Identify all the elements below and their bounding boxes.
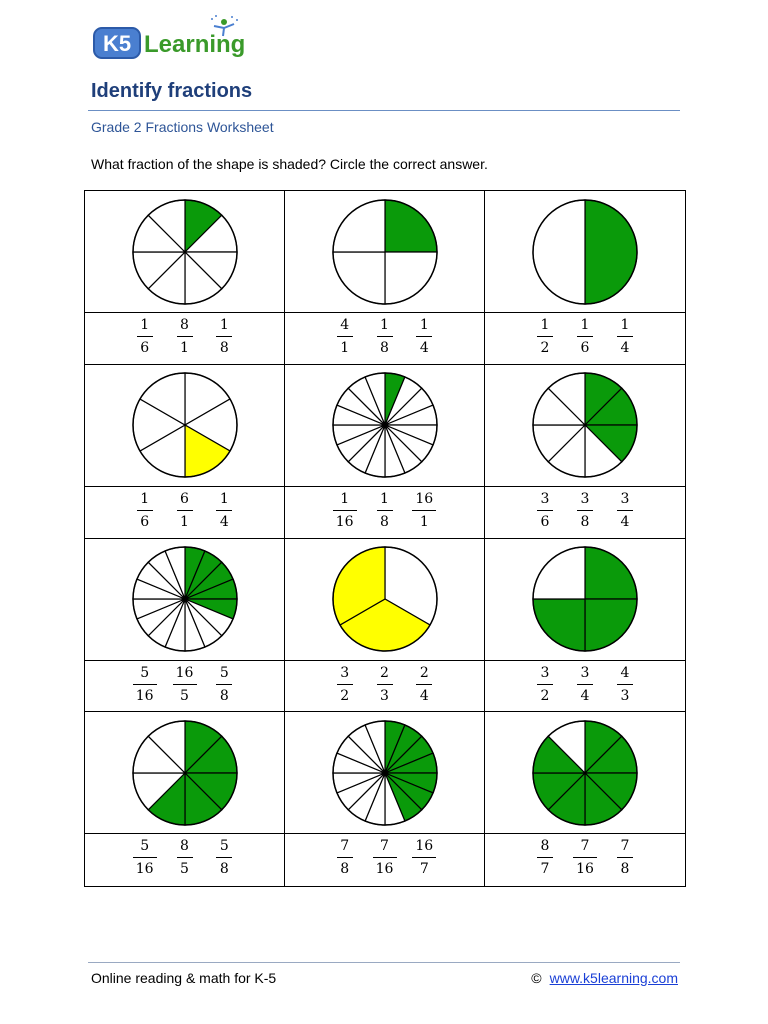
answer-options <box>285 660 484 712</box>
answer-option[interactable] <box>209 491 239 531</box>
fraction-bar <box>416 684 432 685</box>
pie-area <box>485 712 685 834</box>
fraction-bar <box>133 857 157 858</box>
answer-option[interactable] <box>570 665 600 705</box>
fraction-bar <box>617 336 633 337</box>
numerator: 4 <box>620 664 630 681</box>
answer-option[interactable] <box>530 665 560 705</box>
answer-option[interactable] <box>610 665 640 705</box>
numerator: 5 <box>140 838 150 855</box>
fraction-bar <box>377 684 393 685</box>
denominator: 3 <box>620 687 630 704</box>
answer-option[interactable] <box>170 317 200 357</box>
logo-learning-text: Learning <box>144 31 246 58</box>
answer-option[interactable] <box>170 838 200 878</box>
denominator: 8 <box>219 687 229 704</box>
denominator: 8 <box>580 513 590 530</box>
instruction-text: What fraction of the shape is shaded? Circle the correct answer. <box>91 156 488 172</box>
fraction-bar <box>216 510 232 511</box>
denominator: 2 <box>340 687 350 704</box>
pie-area <box>485 365 685 487</box>
answer-options <box>85 833 284 886</box>
numerator: 8 <box>180 838 189 855</box>
answer-options <box>485 486 685 538</box>
denominator: 8 <box>620 861 630 878</box>
numerator: 7 <box>340 838 350 855</box>
fraction-bar <box>416 336 432 337</box>
fraction-bar <box>133 684 157 685</box>
fraction-bar <box>537 336 553 337</box>
fraction-bar <box>617 510 633 511</box>
problem-cell <box>85 712 285 886</box>
numerator: 7 <box>380 838 389 855</box>
problem-cell <box>485 191 685 365</box>
copyright-symbol: © <box>531 970 542 986</box>
denominator: 1 <box>180 340 189 356</box>
numerator: 16 <box>175 664 194 681</box>
fraction-bar <box>577 684 593 685</box>
pie-area <box>285 539 484 661</box>
pie-area <box>85 539 284 661</box>
numerator: 1 <box>380 317 389 333</box>
answer-options <box>485 312 685 364</box>
fraction-bar <box>617 684 633 685</box>
k5learning-link[interactable]: www.k5learning.com <box>549 970 678 986</box>
denominator: 4 <box>419 687 429 704</box>
answer-option[interactable] <box>370 665 400 705</box>
answer-option[interactable] <box>409 838 439 878</box>
fraction-bar <box>337 857 353 858</box>
numerator: 3 <box>540 490 550 507</box>
fraction-bar <box>173 684 197 685</box>
denominator: 8 <box>340 861 350 878</box>
answer-option[interactable] <box>170 665 200 705</box>
denominator: 5 <box>180 687 189 704</box>
denominator: 4 <box>219 513 229 530</box>
pie-area <box>285 712 484 834</box>
answer-option[interactable] <box>570 317 600 357</box>
fraction-bar <box>537 510 553 511</box>
fraction-bar <box>577 510 593 511</box>
fraction-bar <box>537 857 553 858</box>
problem-cell <box>85 539 285 713</box>
numerator: 5 <box>140 664 150 681</box>
footer-divider <box>88 962 680 963</box>
numerator: 2 <box>419 664 429 681</box>
problem-cell <box>285 365 485 539</box>
fraction-pie <box>531 198 639 306</box>
answer-option[interactable] <box>530 838 560 878</box>
numerator: 16 <box>415 490 434 507</box>
fraction-bar <box>216 336 232 337</box>
fraction-bar <box>216 684 232 685</box>
numerator: 1 <box>219 317 229 333</box>
fraction-pie <box>131 198 239 306</box>
numerator: 1 <box>580 317 590 333</box>
answer-option[interactable] <box>130 838 160 878</box>
problem-cell <box>285 191 485 365</box>
fraction-bar <box>577 336 593 337</box>
fraction-bar <box>573 857 597 858</box>
numerator: 1 <box>140 317 150 333</box>
numerator: 1 <box>380 490 389 507</box>
denominator: 8 <box>380 340 389 356</box>
problem-cell <box>485 539 685 713</box>
answer-option[interactable] <box>130 317 160 357</box>
fraction-pie <box>331 371 439 479</box>
denominator: 1 <box>340 340 350 356</box>
answer-option[interactable] <box>209 317 239 357</box>
answer-option[interactable] <box>530 491 560 531</box>
numerator: 4 <box>340 317 350 333</box>
numerator: 5 <box>219 838 229 855</box>
answer-option[interactable] <box>570 838 600 878</box>
fraction-bar <box>333 510 357 511</box>
fraction-pie <box>131 719 239 827</box>
answer-option[interactable] <box>370 838 400 878</box>
pie-area <box>85 191 284 313</box>
denominator: 4 <box>419 340 429 356</box>
answer-option[interactable] <box>170 491 200 531</box>
answer-option[interactable] <box>130 491 160 531</box>
denominator: 1 <box>419 513 429 530</box>
answer-option[interactable] <box>330 491 360 531</box>
denominator: 1 <box>180 513 189 530</box>
problem-cell <box>485 712 685 886</box>
denominator: 6 <box>140 513 150 530</box>
logo-k5-text: K5 <box>102 31 132 56</box>
pie-area <box>485 191 685 313</box>
footer-copyright <box>531 970 678 986</box>
fraction-bar <box>177 510 193 511</box>
answer-option[interactable] <box>610 491 640 531</box>
fraction-bar <box>177 336 193 337</box>
logo-figure-head <box>221 19 227 25</box>
fraction-bar <box>412 857 436 858</box>
fraction-bar <box>377 336 393 337</box>
numerator: 16 <box>415 838 434 855</box>
numerator: 3 <box>540 664 550 681</box>
denominator: 4 <box>620 513 630 530</box>
worksheet-title: Identify fractions <box>91 80 253 102</box>
fraction-bar <box>377 510 393 511</box>
numerator: 1 <box>340 490 350 507</box>
fraction-bar <box>373 857 397 858</box>
answer-options <box>485 660 685 712</box>
numerator: 1 <box>419 317 429 333</box>
answer-options <box>285 312 484 364</box>
fraction-pie <box>531 545 639 653</box>
numerator: 7 <box>620 838 630 855</box>
answer-option[interactable] <box>409 317 439 357</box>
numerator: 6 <box>180 490 189 507</box>
pie-area <box>285 365 484 487</box>
fraction-pie <box>131 371 239 479</box>
numerator: 1 <box>219 490 229 507</box>
numerator: 5 <box>219 664 229 681</box>
answer-option[interactable] <box>130 665 160 705</box>
fraction-bar <box>137 336 153 337</box>
answer-options <box>85 486 284 538</box>
answer-option[interactable] <box>570 491 600 531</box>
numerator: 2 <box>380 664 389 681</box>
answer-option[interactable] <box>209 838 239 878</box>
footer-tagline: Online reading & math for K-5 <box>91 970 277 986</box>
numerator: 7 <box>580 838 590 855</box>
denominator: 8 <box>380 513 389 530</box>
numerator: 1 <box>540 317 550 333</box>
fraction-bar <box>412 510 436 511</box>
denominator: 7 <box>419 861 429 878</box>
numerator: 8 <box>180 317 189 333</box>
denominator: 2 <box>540 687 550 704</box>
denominator: 16 <box>375 861 394 878</box>
numerator: 3 <box>580 664 590 681</box>
answer-option[interactable] <box>530 317 560 357</box>
denominator: 8 <box>219 861 229 878</box>
answer-option[interactable] <box>209 665 239 705</box>
answer-option[interactable] <box>370 491 400 531</box>
answer-options <box>485 833 685 886</box>
problem-cell <box>485 365 685 539</box>
problems-grid <box>84 190 686 887</box>
problem-cell <box>85 191 285 365</box>
fraction-bar <box>177 857 193 858</box>
answer-option[interactable] <box>409 491 439 531</box>
unshaded-slice <box>533 200 585 304</box>
denominator: 4 <box>620 340 630 356</box>
fraction-pie <box>531 719 639 827</box>
answer-option[interactable] <box>330 317 360 357</box>
shaded-slice <box>585 200 637 304</box>
fraction-bar <box>337 336 353 337</box>
k5-learning-logo <box>92 14 262 62</box>
fraction-bar <box>337 684 353 685</box>
numerator: 3 <box>620 490 630 507</box>
pie-area <box>285 191 484 313</box>
answer-option[interactable] <box>330 838 360 878</box>
fraction-bar <box>137 510 153 511</box>
fraction-pie <box>531 371 639 479</box>
denominator: 7 <box>540 861 550 878</box>
answer-option[interactable] <box>330 665 360 705</box>
fraction-bar <box>537 684 553 685</box>
numerator: 1 <box>620 317 630 333</box>
denominator: 6 <box>580 340 590 356</box>
denominator: 8 <box>219 340 229 356</box>
fraction-pie <box>131 545 239 653</box>
numerator: 1 <box>140 490 150 507</box>
answer-options <box>285 833 484 886</box>
denominator: 6 <box>140 340 150 356</box>
pie-area <box>85 365 284 487</box>
fraction-pie <box>331 545 439 653</box>
pie-area <box>85 712 284 834</box>
fraction-bar <box>617 857 633 858</box>
numerator: 3 <box>580 490 590 507</box>
answer-option[interactable] <box>610 838 640 878</box>
answer-options <box>85 660 284 712</box>
pie-area <box>485 539 685 661</box>
denominator: 16 <box>135 687 154 704</box>
answer-option[interactable] <box>409 665 439 705</box>
denominator: 16 <box>135 861 154 878</box>
denominator: 16 <box>576 861 594 878</box>
problem-cell <box>285 712 485 886</box>
worksheet-subtitle: Grade 2 Fractions Worksheet <box>91 119 274 135</box>
answer-options <box>285 486 484 538</box>
fraction-pie <box>331 719 439 827</box>
denominator: 2 <box>540 340 550 356</box>
answer-options <box>85 312 284 364</box>
fraction-bar <box>216 857 232 858</box>
problem-cell <box>85 365 285 539</box>
numerator: 8 <box>540 838 550 855</box>
problem-cell <box>285 539 485 713</box>
denominator: 3 <box>380 687 389 704</box>
denominator: 16 <box>335 513 354 530</box>
fraction-pie <box>331 198 439 306</box>
denominator: 6 <box>540 513 550 530</box>
denominator: 5 <box>180 861 189 878</box>
title-divider <box>88 110 680 111</box>
numerator: 3 <box>340 664 350 681</box>
answer-option[interactable] <box>370 317 400 357</box>
answer-option[interactable] <box>610 317 640 357</box>
denominator: 4 <box>580 687 590 704</box>
